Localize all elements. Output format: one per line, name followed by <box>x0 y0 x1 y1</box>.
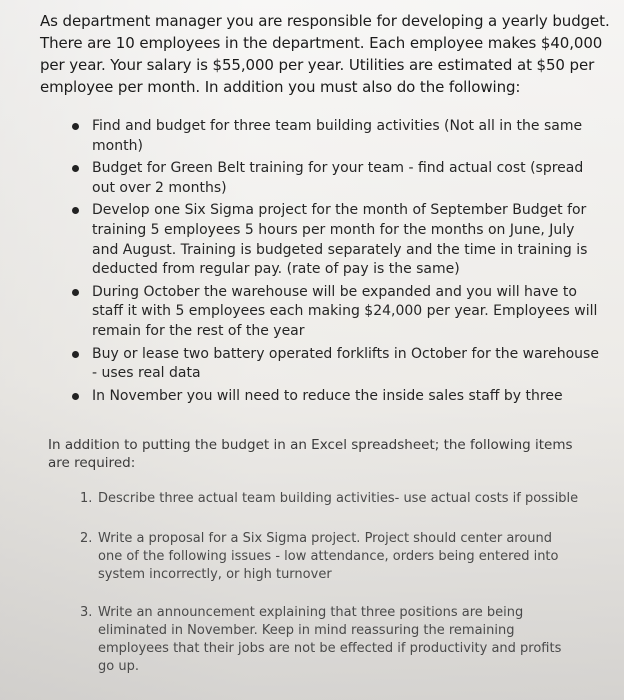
bullet-text: Buy or lease two battery operated forklifts in October for the warehouse - uses real data <box>92 345 599 382</box>
requirement-number: 1. <box>80 491 93 506</box>
requirement-text: Write an announcement explaining that three positions are being eliminated in November. Keep in mind reassuring the remaining employees that their jobs are not be effected if productivity and profits go up. <box>98 605 562 674</box>
bullet-icon <box>72 165 79 172</box>
bullet-text: During October the warehouse will be expanded and you will have to staff it with 5 employees each making $24,000 per year. Employees will remain for the rest of the year <box>92 283 598 339</box>
bullet-text: Develop one Six Sigma project for the month of September Budget for training 5 employees 5 hours per month for the months on June, July and August. Training is budgeted separately and the time in training is deducted from regular pay. (rate of pay is the same) <box>92 202 588 278</box>
bullet-icon <box>72 289 79 296</box>
requirement-number: 2. <box>80 531 93 546</box>
requirement-text: Describe three actual team building activities- use actual costs if possible <box>98 491 579 506</box>
bullet-item <box>72 117 604 156</box>
intro-paragraph: As department manager you are responsible for developing a yearly budget. There are 10 employees in the department. Each employee makes $40,000 per year. Your salary is $55,000 per year. Utilities are estimated at $50 per employee per month. In addition you must also do the following: <box>40 12 610 96</box>
bullet-text: Find and budget for three team building activities (Not all in the same month) <box>92 118 583 154</box>
bullet-text: Budget for Green Belt training for your team - find actual cost (spread out over 2 months) <box>92 160 584 196</box>
requirements-list <box>80 490 580 676</box>
requirement-item <box>80 490 580 508</box>
bullet-item <box>72 387 604 407</box>
requirement-item <box>80 604 580 676</box>
requirement-item <box>80 530 580 584</box>
requirement-text: Write a proposal for a Six Sigma project. Project should center around one of the following issues - low attendance, orders being entered into system incorrectly, or high turnover <box>98 531 559 582</box>
bullet-icon <box>72 207 79 214</box>
additional-requirements-intro: In addition to putting the budget in an Excel spreadsheet; the following items are required: <box>48 437 573 471</box>
bullet-item <box>72 345 604 384</box>
bullet-item <box>72 283 604 342</box>
requirement-number: 3. <box>80 605 93 620</box>
task-bullet-list <box>72 117 604 409</box>
bullet-icon <box>72 351 79 358</box>
bullet-item <box>72 201 604 279</box>
bullet-icon <box>72 393 79 400</box>
bullet-text: In November you will need to reduce the inside sales staff by three <box>92 387 563 404</box>
bullet-item <box>72 159 604 198</box>
bullet-icon <box>72 123 79 130</box>
